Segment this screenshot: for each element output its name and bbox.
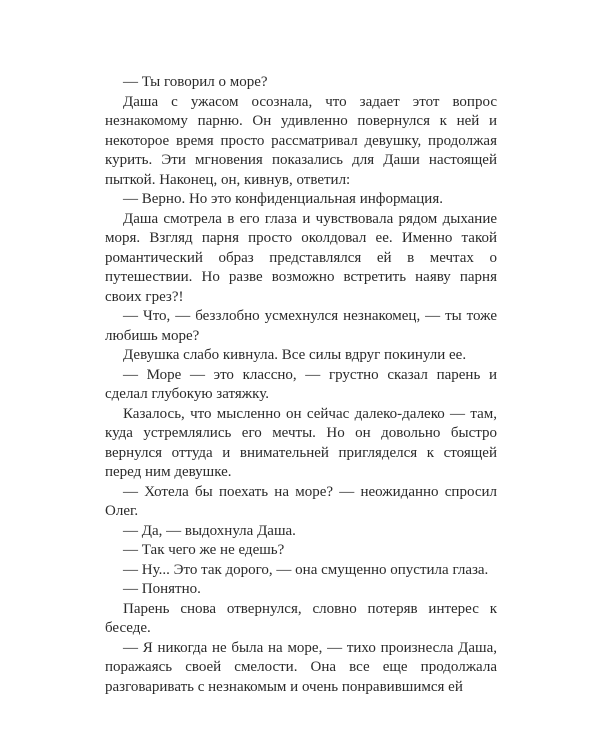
paragraph-14: Парень снова отвернулся, словно потеряв интерес к беседе.: [105, 600, 497, 636]
paragraph-5: — Что, — беззлобно усмехнулся незнакомец, — ты тоже любишь море?: [105, 308, 497, 344]
paragraph-13: — Понятно.: [123, 581, 201, 597]
page-text: [105, 73, 497, 697]
paragraph-7: — Море — это классно, — грустно сказал парень и сделал глубокую затяжку.: [105, 366, 497, 402]
paragraph-15: — Я никогда не была на море, — тихо произнесла Даша, поражаясь своей смелости. Она все еще продолжала разговаривать с незнакомым и очень понравившимся ей: [105, 639, 497, 695]
paragraph-1: — Ты говорил о море?: [123, 74, 268, 90]
paragraph-2: Даша с ужасом осознала, что задает этот вопрос незнакомому парню. Он удивленно повернулся к ней и некоторое время просто рассматривал девушку, продолжая курить. Эти мгновения показались для Даши настоящей пыткой. Наконец, он, кивнув, ответил:: [105, 93, 497, 188]
paragraph-3: — Верно. Но это конфиденциальная информация.: [123, 191, 443, 207]
paragraph-9: — Хотела бы поехать на море? — неожиданно спросил Олег.: [105, 483, 497, 519]
paragraph-8: Казалось, что мысленно он сейчас далеко-далеко — там, куда устремлялись его мечты. Но он довольно быстро вернулся оттуда и внимательней пригляделся к стоящей перед ним девушке.: [105, 405, 497, 480]
paragraph-12: — Ну... Это так дорого, — она смущенно опустила глаза.: [123, 561, 489, 578]
paragraph-11: — Так чего же не едешь?: [123, 542, 285, 558]
paragraph-6: Девушка слабо кивнула. Все силы вдруг покинули ее.: [123, 347, 467, 363]
paragraph-10: — Да, — выдохнула Даша.: [123, 522, 296, 539]
paragraph-4: Даша смотрела в его глаза и чувствовала рядом дыхание моря. Взгляд парня просто околдовал ее. Именно такой романтический образ представлялся ей в мечтах о путешествии. Но разве возможно встретить наяву парня своих грез?!: [105, 210, 497, 305]
